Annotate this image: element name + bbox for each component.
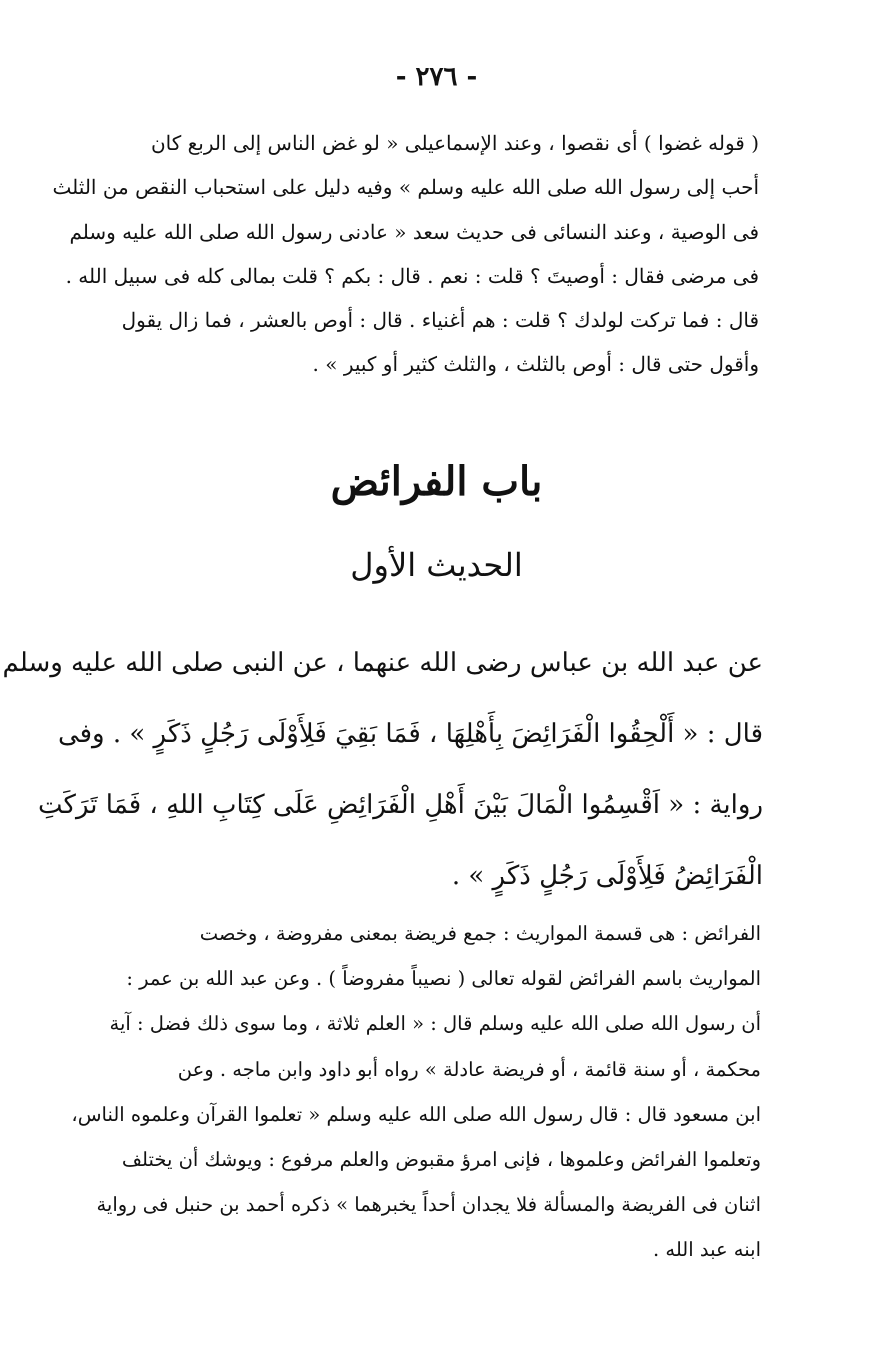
footnote-line: فى مرضى فقال : أوصيتَ ؟ قلت : نعم . قال : بكم ؟ قلت بمالى كله فى سبيل الله . — [65, 263, 759, 288]
footnote-line: قال : فما تركت لولدك ؟ قلت : هم أغنياء . قال : أوص بالعشر ، فما زال يقول — [121, 308, 759, 333]
page-number: - ٢٧٦ - — [395, 62, 478, 92]
commentary-block — [71, 911, 761, 1273]
commentary-line: ابن مسعود قال : قال رسول الله صلى الله عليه وسلم « تعلموا القرآن وعلموه الناس، — [71, 1102, 761, 1126]
hadith-line: رواية : « اَقْسِمُوا الْمَالَ بَيْنَ أَهْلِ الْفَرَائِضِ عَلَى كِتَابِ اللهِ ، فَمَا تَرَكَتِ — [38, 790, 763, 820]
commentary-line: محكمة ، أو سنة قائمة ، أو فريضة عادلة » رواه أبو داود وابن ماجه . وعن — [177, 1057, 761, 1081]
footnote-line: ( قوله غضوا ) أى نقصوا ، وعند الإسماعيلى « لو غض الناس إلى الربع كان — [150, 131, 759, 155]
hadith-text — [2, 628, 763, 912]
commentary-line: الفرائض : هى قسمة المواريث : جمع فريضة بمعنى مفروضة ، وخصت — [199, 922, 761, 945]
hadith-line: الْفَرَائِضُ فَلِأَوْلَى رَجُلٍ ذَكَرٍ » . — [451, 861, 763, 891]
footnote-block — [52, 121, 759, 387]
hadith-heading: الحديث الأول — [350, 546, 523, 584]
hadith-line: عن عبد الله بن عباس رضى الله عنهما ، عن النبى صلى الله عليه وسلم — [2, 648, 763, 678]
commentary-line: أن رسول الله صلى الله عليه وسلم قال : « العلم ثلاثة ، وما سوى ذلك فضل : آية — [109, 1012, 761, 1036]
footnote-line: وأقول حتى قال : أوص بالثلث ، والثلث كثير أو كبير » . — [312, 352, 759, 377]
commentary-line: وتعلموا الفرائض وعلموها ، فإنى امرؤ مقبوض والعلم مرفوع : ويوشك أن يختلف — [121, 1148, 761, 1172]
commentary-line: المواريث باسم الفرائض لقوله تعالى ( نصيباً مفروضاً ) . وعن عبد الله بن عمر : — [126, 967, 761, 991]
commentary-line: اثنان فى الفريضة والمسألة فلا يجدان أحداً يخبرهما » ذكره أحمد بن حنبل فى رواية — [96, 1193, 761, 1217]
hadith-line: قال : « أَلْحِقُوا الْفَرَائِضَ بِأَهْلِهَا ، فَمَا بَقِيَ فَلِأَوْلَى رَجُلٍ ذَكَرٍ » . وفى — [57, 719, 763, 749]
chapter-title: باب الفرائض — [330, 458, 543, 505]
footnote-line: أحب إلى رسول الله صلى الله عليه وسلم » وفيه دليل على استحباب النقص من الثلث — [52, 175, 759, 200]
footnote-line: فى الوصية ، وعند النسائى فى حديث سعد « عادنى رسول الله صلى الله عليه وسلم — [69, 219, 759, 244]
commentary-line: ابنه عبد الله . — [652, 1238, 761, 1262]
